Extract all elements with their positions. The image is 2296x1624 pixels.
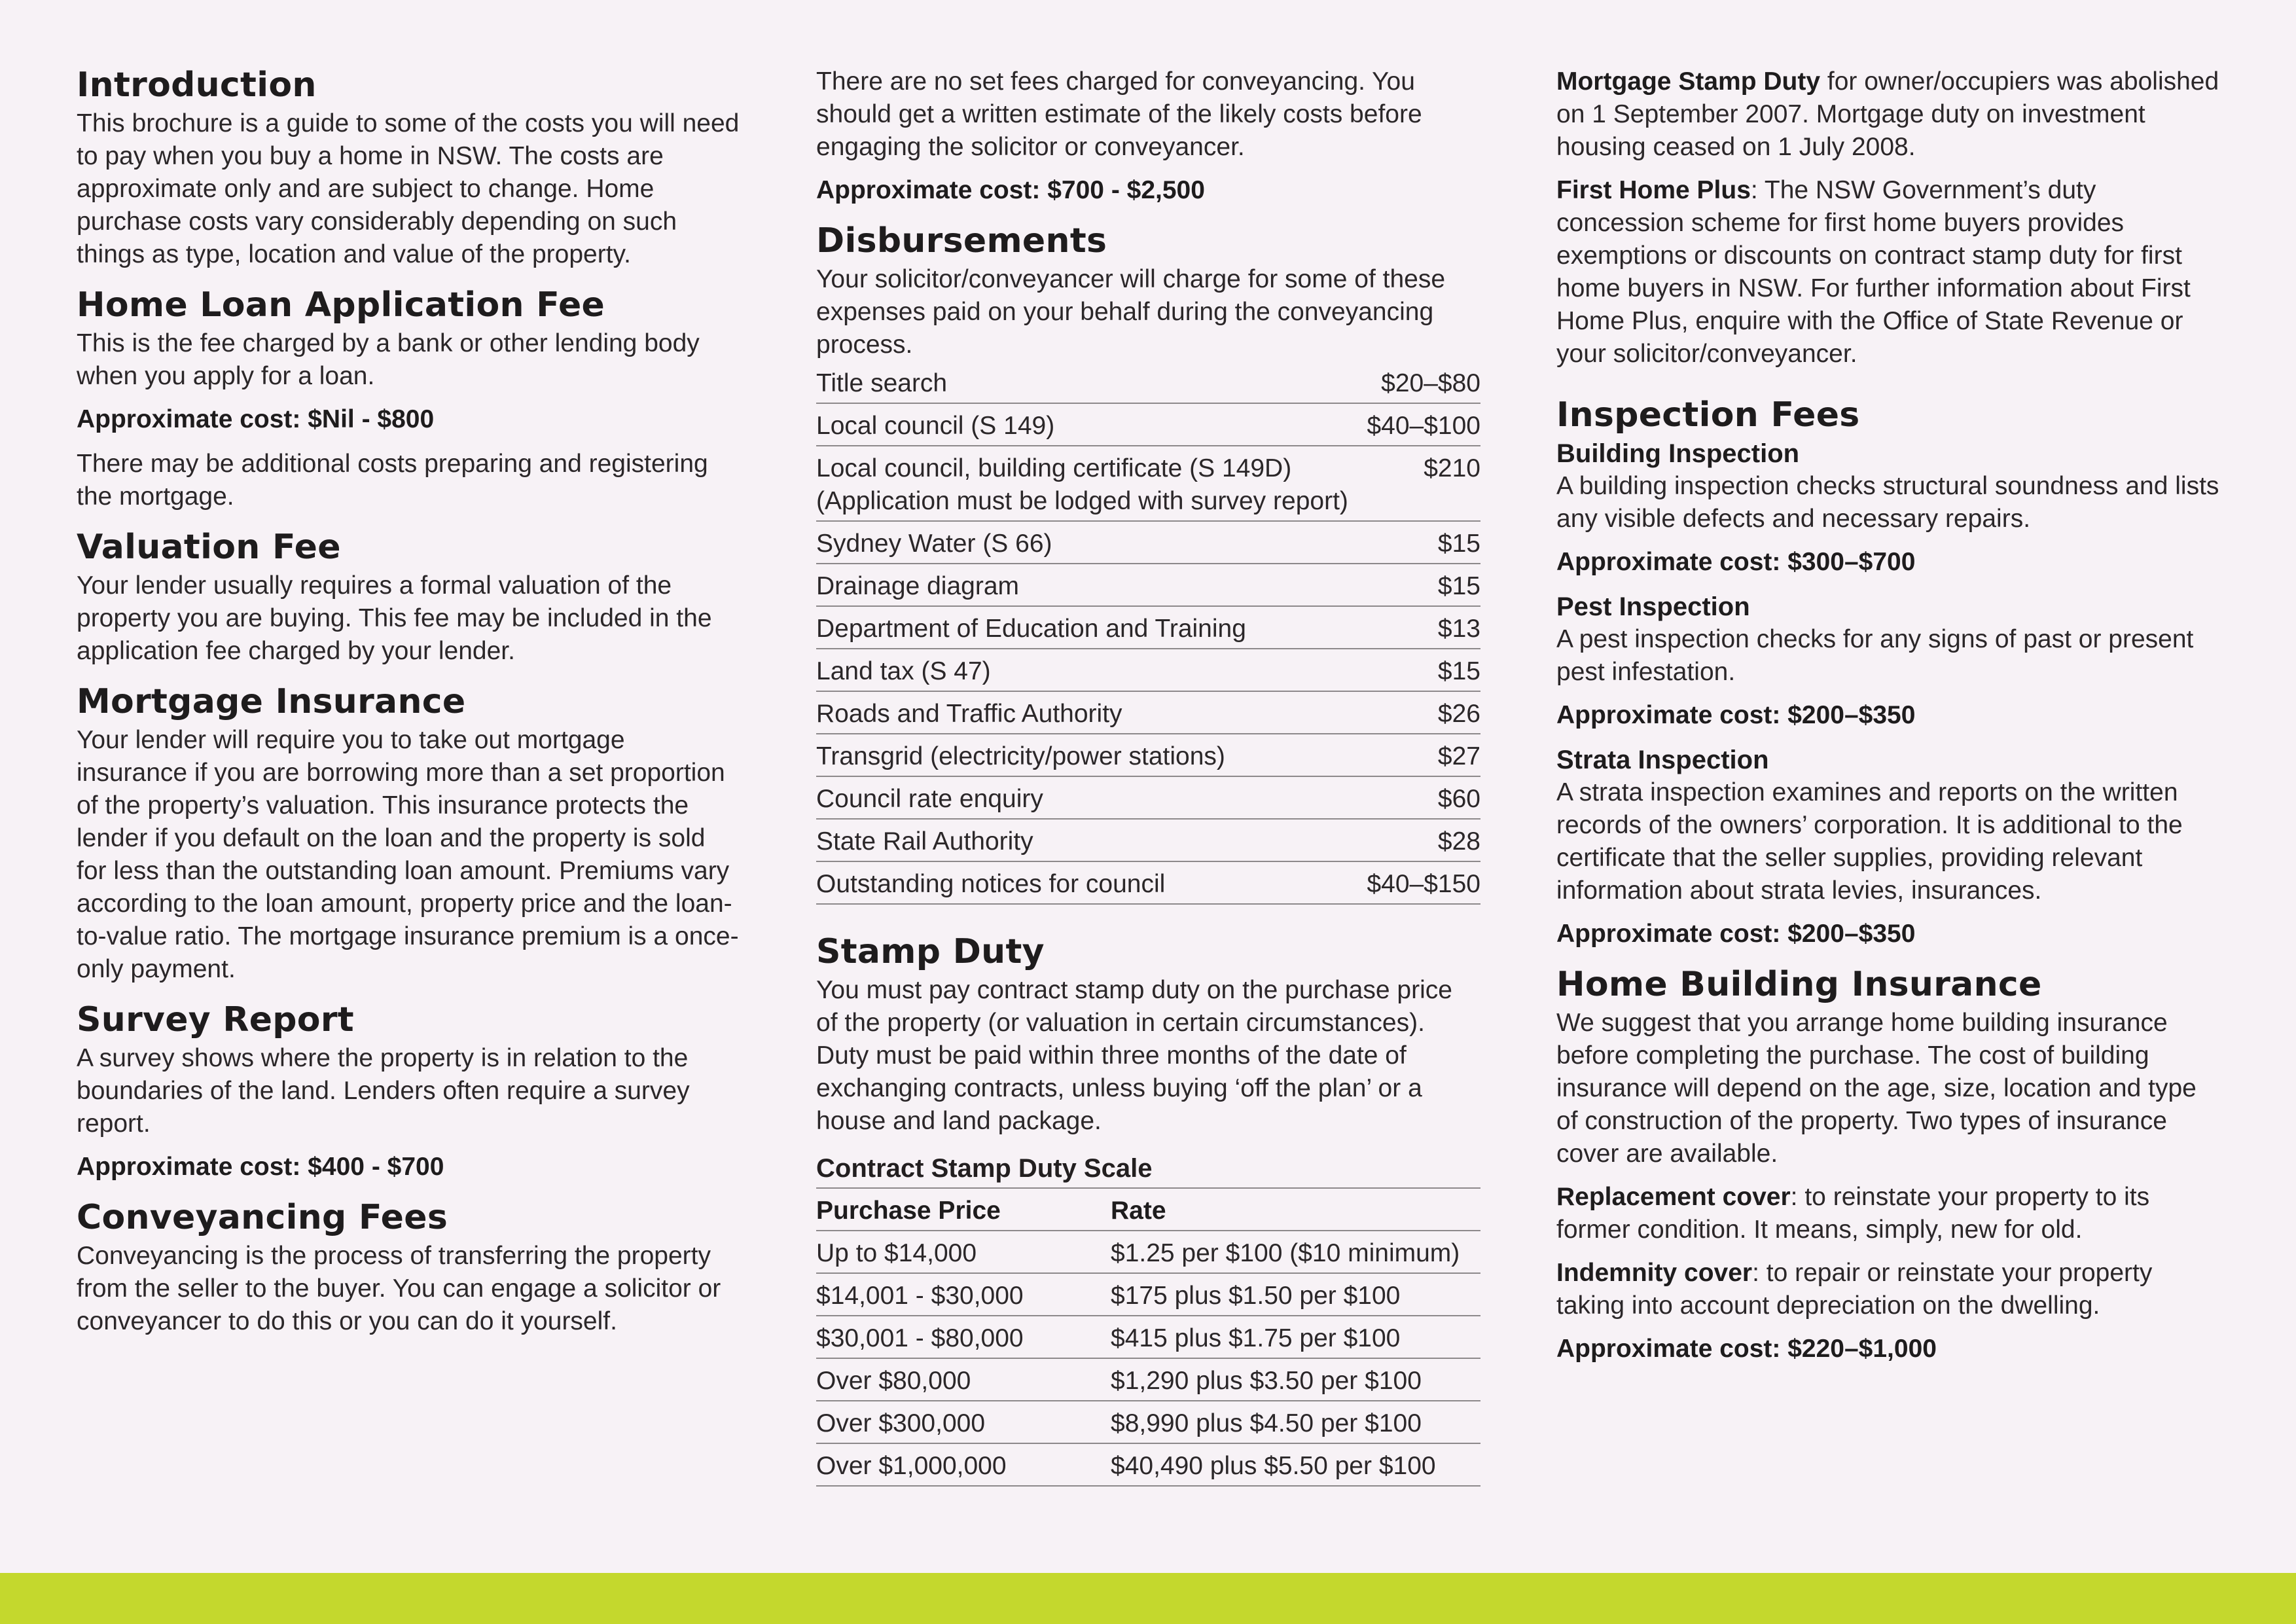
heading-disbursements: Disbursements [816, 221, 1107, 261]
footer-accent-bar [0, 1573, 2296, 1624]
section-conveyancing-continued [816, 65, 1480, 207]
disbursement-label: Roads and Traffic Authority [816, 700, 1122, 728]
home-building-insurance-text: We suggest that you arrange home building insurance before completing the purchase. The cost of building insurance will depend on the age, size, location and type of construction of the property. Two types of insurance cover are available. [1556, 1009, 2197, 1168]
table-row [816, 692, 1480, 734]
mortgage-stamp-duty-body: for owner/occupiers was abolished on 1 September 2007. Mortgage duty on investment housing ceased on 1 July 2008. [1556, 67, 2219, 161]
section-survey-report [77, 1000, 741, 1183]
disbursement-label: Title search [816, 369, 948, 397]
strata-inspection-text: A strata inspection examines and reports on the written records of the owners’ corporation. It is additional to the certificate that the seller supplies, providing relevant information about strata levies, insurances. [1556, 778, 2183, 905]
subheading-pest-inspection: Pest Inspection [1556, 592, 1750, 621]
home-loan-fee-note: There may be additional costs preparing and registering the mortgage. [77, 450, 708, 511]
table-row [816, 404, 1480, 446]
disbursement-label: Department of Education and Training [816, 615, 1246, 643]
heading-valuation-fee: Valuation Fee [77, 528, 341, 567]
disbursement-value: $40–$150 [1367, 870, 1480, 898]
table-row [816, 777, 1480, 820]
disbursement-value: $15 [1437, 530, 1480, 558]
section-mortgage-insurance [77, 682, 741, 986]
section-valuation-fee [77, 528, 741, 668]
pest-inspection-cost: Approximate cost: $200–$350 [1556, 701, 1916, 729]
column-header-rate: Rate [1111, 1197, 1166, 1225]
disbursement-label: Land tax (S 47) [816, 657, 991, 685]
survey-report-cost: Approximate cost: $400 - $700 [77, 1153, 444, 1181]
mortgage-insurance-text: Your lender will require you to take out mortgage insurance if you are borrowing more than a set proportion of the property’s valuation. This insurance protects the lender if you default on the loan and the property is sold for less than the outstanding loan amount. Premiums vary according to the loan amount, property price and the loan-to-value ratio. The mortgage insurance premium is a once-only payment. [77, 726, 739, 983]
building-inspection-cost: Approximate cost: $300–$700 [1556, 548, 1916, 576]
section-inspection-fees [1556, 395, 2224, 950]
disbursement-label: Local council (S 149) [816, 412, 1055, 440]
purchase-price: Over $80,000 [816, 1367, 971, 1395]
disbursement-value: $26 [1437, 700, 1480, 728]
rate: $8,990 plus $4.50 per $100 [1111, 1409, 1422, 1437]
heading-stamp-duty: Stamp Duty [816, 932, 1045, 971]
conveyancing-continued-text: There are no set fees charged for conveyancing. You should get a written estimate of the likely costs before engaging the solicitor or conveyancer. [816, 67, 1422, 161]
strata-inspection-cost: Approximate cost: $200–$350 [1556, 920, 1916, 948]
table-row [816, 862, 1480, 905]
table-header-row [816, 1189, 1480, 1231]
home-loan-fee-cost: Approximate cost: $Nil - $800 [77, 405, 435, 433]
rate: $415 plus $1.75 per $100 [1111, 1324, 1401, 1352]
section-introduction [77, 65, 741, 271]
heading-inspection-fees: Inspection Fees [1556, 395, 1860, 435]
subheading-strata-inspection: Strata Inspection [1556, 746, 1769, 774]
disbursement-label: Drainage diagram [816, 572, 1020, 600]
building-inspection-text: A building inspection checks structural soundness and lists any visible defects and necessary repairs. [1556, 472, 2219, 533]
indemnity-cover-lead: Indemnity cover [1556, 1259, 1753, 1287]
replacement-cover-text [1556, 1181, 2224, 1246]
heading-home-building-insurance: Home Building Insurance [1556, 965, 2042, 1004]
table-row [816, 734, 1480, 777]
table-row [816, 1359, 1480, 1401]
table-row [816, 361, 1480, 404]
conveyancing-fees-text: Conveyancing is the process of transferring the property from the seller to the buyer. You can engage a solicitor or conveyancer to do this or you can do it yourself. [77, 1242, 721, 1335]
introduction-text: This brochure is a guide to some of the costs you will need to pay when you buy a home in NSW. The costs are approximate only and are subject to change. Home purchase costs vary considerably depending on such things as type, location and value of the property. [77, 109, 740, 268]
disbursement-value: $60 [1437, 785, 1480, 813]
first-home-plus-body: : The NSW Government’s duty concession scheme for first home buyers provides exemptions or discounts on contract stamp duty for first home buyers in NSW. For further information about First Home Plus, enquire with the Office of State Revenue or your solicitor/conveyancer. [1556, 176, 2191, 368]
home-loan-fee-text: This is the fee charged by a bank or other lending body when you apply for a loan. [77, 329, 700, 390]
stamp-duty-table [816, 1189, 1480, 1487]
mortgage-stamp-duty-lead: Mortgage Stamp Duty [1556, 67, 1821, 96]
replacement-cover-body: : to reinstate your property to its former condition. It means, simply, new for old. [1556, 1183, 2150, 1244]
column-middle [816, 65, 1480, 1501]
first-home-plus-lead: First Home Plus [1556, 176, 1751, 204]
column-header-purchase-price: Purchase Price [816, 1197, 1001, 1225]
heading-introduction: Introduction [77, 65, 317, 105]
table-row [816, 607, 1480, 649]
rate: $40,490 plus $5.50 per $100 [1111, 1452, 1436, 1480]
rate: $175 plus $1.50 per $100 [1111, 1282, 1401, 1310]
survey-report-text: A survey shows where the property is in relation to the boundaries of the land. Lenders often require a survey report. [77, 1044, 690, 1138]
disbursement-value: $13 [1437, 615, 1480, 643]
section-home-building-insurance [1556, 965, 2224, 1365]
replacement-cover-lead: Replacement cover [1556, 1183, 1791, 1211]
disbursement-value: $20–$80 [1381, 369, 1480, 397]
indemnity-cover-body: : to repair or reinstate your property taking into account depreciation on the dwelling. [1556, 1259, 2153, 1320]
disbursement-value: $15 [1437, 572, 1480, 600]
home-building-insurance-cost: Approximate cost: $220–$1,000 [1556, 1335, 1937, 1363]
subheading-building-inspection: Building Inspection [1556, 439, 1800, 468]
rate: $1.25 per $100 ($10 minimum) [1111, 1239, 1460, 1267]
disbursements-table [816, 361, 1480, 905]
table-row [816, 446, 1480, 522]
table-row [816, 820, 1480, 862]
disbursement-label: State Rail Authority [816, 827, 1033, 856]
disbursement-value: $27 [1437, 742, 1480, 770]
disbursement-value: $15 [1437, 657, 1480, 685]
mortgage-stamp-duty-text [1556, 65, 2224, 164]
column-right [1556, 65, 2224, 1380]
disbursement-value: $28 [1437, 827, 1480, 856]
purchase-price: Over $300,000 [816, 1409, 986, 1437]
section-stamp-duty [816, 932, 1480, 1487]
pest-inspection-text: A pest inspection checks for any signs of past or present pest infestation. [1556, 625, 2194, 686]
table-row [816, 564, 1480, 607]
column-left [77, 65, 741, 1352]
valuation-fee-text: Your lender usually requires a formal valuation of the property you are buying. This fee may be included in the application fee charged by your lender. [77, 571, 712, 665]
heading-survey-report: Survey Report [77, 1000, 354, 1039]
section-conveyancing-fees [77, 1198, 741, 1338]
table-row [816, 1444, 1480, 1487]
disbursement-value: $40–$100 [1367, 412, 1480, 440]
table-row [816, 522, 1480, 564]
rate: $1,290 plus $3.50 per $100 [1111, 1367, 1422, 1395]
purchase-price: $14,001 - $30,000 [816, 1282, 1024, 1310]
section-disbursements [816, 221, 1480, 905]
purchase-price: $30,001 - $80,000 [816, 1324, 1024, 1352]
table-row [816, 1401, 1480, 1444]
table-row [816, 1231, 1480, 1274]
heading-home-loan-fee: Home Loan Application Fee [77, 285, 605, 325]
conveyancing-cost: Approximate cost: $700 - $2,500 [816, 176, 1205, 204]
disbursement-label: Local council, building certificate (S 149D) (Application must be lodged with survey report) [816, 454, 1348, 515]
disbursement-label: Council rate enquiry [816, 785, 1043, 813]
disbursements-text: Your solicitor/conveyancer will charge for some of these expenses paid on your behalf during the conveyancing process. [816, 265, 1446, 359]
first-home-plus-text [1556, 174, 2224, 370]
stamp-duty-text: You must pay contract stamp duty on the purchase price of the property (or valuation in certain circumstances). Duty must be paid within three months of the date of exchanging contracts, unless buying ‘off the plan’ or a house and land package. [816, 976, 1452, 1135]
disbursement-value: $210 [1424, 454, 1480, 482]
table-row [816, 1274, 1480, 1316]
heading-conveyancing-fees: Conveyancing Fees [77, 1198, 448, 1237]
purchase-price: Over $1,000,000 [816, 1452, 1007, 1480]
table-row [816, 1316, 1480, 1359]
disbursement-label: Sydney Water (S 66) [816, 530, 1052, 558]
section-home-loan-fee [77, 285, 741, 513]
disbursement-label: Outstanding notices for council [816, 870, 1166, 898]
heading-mortgage-insurance: Mortgage Insurance [77, 682, 466, 721]
stamp-duty-scale-title: Contract Stamp Duty Scale [816, 1152, 1480, 1189]
purchase-price: Up to $14,000 [816, 1239, 977, 1267]
indemnity-cover-text [1556, 1257, 2224, 1322]
table-row [816, 649, 1480, 692]
disbursement-label: Transgrid (electricity/power stations) [816, 742, 1225, 770]
